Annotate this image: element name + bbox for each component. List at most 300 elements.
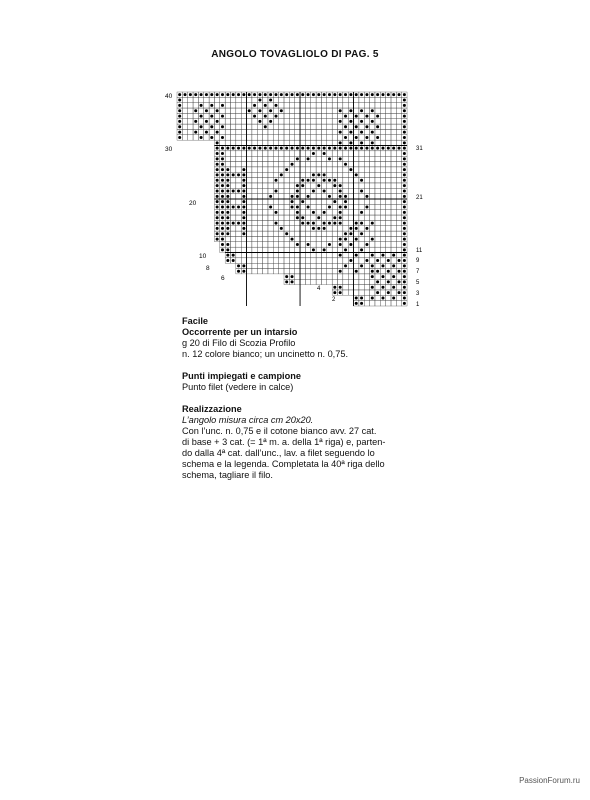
grid-cell — [257, 236, 262, 241]
grid-cell — [343, 156, 348, 161]
grid-cell — [231, 231, 236, 236]
grid-cell — [396, 172, 401, 177]
grid-cell — [354, 279, 359, 284]
grid-cell — [279, 129, 284, 134]
grid-cell — [354, 290, 359, 295]
filled-block-dot — [285, 232, 288, 235]
filled-block-dot — [344, 125, 347, 128]
grid-cell — [375, 178, 380, 183]
grid-cell — [359, 151, 364, 156]
grid-cell — [295, 269, 300, 274]
filled-block-dot — [232, 189, 235, 192]
grid-cell — [279, 151, 284, 156]
grid-cell — [386, 183, 391, 188]
grid-cell — [359, 269, 364, 274]
filled-block-dot — [291, 200, 294, 203]
grid-cell — [231, 194, 236, 199]
row-label-10: 10 — [199, 253, 207, 260]
grid-cell — [305, 226, 310, 231]
filled-block-dot — [381, 93, 384, 96]
filled-block-dot — [403, 243, 406, 246]
grid-cell — [247, 263, 252, 268]
grid-cell — [348, 97, 353, 102]
grid-cell — [263, 204, 268, 209]
grid-cell — [231, 215, 236, 220]
grid-cell — [343, 274, 348, 279]
grid-cell — [391, 156, 396, 161]
grid-cell — [375, 156, 380, 161]
grid-cell — [305, 253, 310, 258]
filled-block-dot — [339, 184, 342, 187]
grid-cell — [257, 113, 262, 118]
filled-block-dot — [280, 147, 283, 150]
grid-cell — [263, 119, 268, 124]
filled-block-dot — [381, 264, 384, 267]
grid-cell — [209, 97, 214, 102]
grid-cell — [311, 194, 316, 199]
grid-cell — [214, 124, 219, 129]
filled-block-dot — [242, 173, 245, 176]
grid-cell — [321, 194, 326, 199]
grid-cell — [316, 263, 321, 268]
grid-cell — [247, 135, 252, 140]
grid-cell — [305, 108, 310, 113]
grid-cell — [257, 263, 262, 268]
grid-cell — [252, 178, 257, 183]
filled-block-dot — [210, 136, 213, 139]
grid-cell — [311, 215, 316, 220]
grid-cell — [386, 172, 391, 177]
grid-cell — [279, 199, 284, 204]
grid-cell — [316, 188, 321, 193]
filled-block-dot — [317, 93, 320, 96]
filled-block-dot — [178, 131, 181, 134]
grid-cell — [354, 274, 359, 279]
grid-cell — [332, 226, 337, 231]
grid-cell — [380, 231, 385, 236]
grid-cell — [364, 253, 369, 258]
filled-block-dot — [216, 179, 219, 182]
grid-cell — [321, 167, 326, 172]
grid-cell — [311, 253, 316, 258]
grid-cell — [316, 162, 321, 167]
grid-cell — [182, 129, 187, 134]
grid-cell — [396, 199, 401, 204]
filled-block-dot — [349, 168, 352, 171]
filled-block-dot — [398, 270, 401, 273]
filled-block-dot — [269, 120, 272, 123]
grid-cell — [241, 129, 246, 134]
grid-cell — [289, 97, 294, 102]
grid-cell — [311, 140, 316, 145]
grid-cell — [364, 231, 369, 236]
grid-cell — [252, 140, 257, 145]
grid-cell — [300, 274, 305, 279]
grid-cell — [305, 269, 310, 274]
grid-cell — [247, 204, 252, 209]
grid-cell — [364, 151, 369, 156]
filled-block-dot — [312, 189, 315, 192]
grid-cell — [182, 108, 187, 113]
grid-cell — [316, 140, 321, 145]
grid-cell — [214, 113, 219, 118]
grid-cell — [375, 247, 380, 252]
grid-cell — [295, 231, 300, 236]
grid-cell — [273, 108, 278, 113]
grid-cell — [273, 162, 278, 167]
grid-cell — [268, 236, 273, 241]
grid-cell — [380, 124, 385, 129]
grid-cell — [279, 183, 284, 188]
grid-cell — [193, 135, 198, 140]
grid-cell — [375, 103, 380, 108]
grid-cell — [252, 210, 257, 215]
grid-cell — [289, 178, 294, 183]
grid-cell — [327, 215, 332, 220]
filled-block-dot — [403, 147, 406, 150]
grid-cell — [380, 242, 385, 247]
grid-cell — [214, 97, 219, 102]
grid-cell — [348, 199, 353, 204]
materials-line: n. 12 colore bianco; un uncinetto n. 0,75. — [182, 349, 349, 359]
filled-block-dot — [269, 147, 272, 150]
filled-block-dot — [392, 286, 395, 289]
work-line: schema, tagliare il filo. — [182, 470, 273, 480]
grid-cell — [391, 108, 396, 113]
filled-block-dot — [328, 179, 331, 182]
grid-cell — [396, 301, 401, 306]
grid-cell — [380, 172, 385, 177]
grid-cell — [257, 204, 262, 209]
grid-cell — [380, 140, 385, 145]
filled-block-dot — [269, 93, 272, 96]
grid-cell — [268, 226, 273, 231]
grid-cell — [252, 167, 257, 172]
grid-cell — [279, 124, 284, 129]
grid-cell — [327, 140, 332, 145]
grid-cell — [354, 247, 359, 252]
grid-cell — [311, 113, 316, 118]
grid-cell — [332, 231, 337, 236]
filled-block-dot — [221, 104, 224, 107]
grid-cell — [231, 135, 236, 140]
filled-block-dot — [312, 173, 315, 176]
filled-block-dot — [301, 184, 304, 187]
grid-cell — [354, 178, 359, 183]
filled-block-dot — [216, 216, 219, 219]
grid-cell — [225, 97, 230, 102]
filled-block-dot — [232, 206, 235, 209]
grid-cell — [343, 269, 348, 274]
filled-block-dot — [221, 195, 224, 198]
grid-cell — [311, 119, 316, 124]
grid-cell — [257, 188, 262, 193]
filled-block-dot — [328, 93, 331, 96]
filled-block-dot — [344, 93, 347, 96]
grid-cell — [321, 135, 326, 140]
grid-cell — [370, 242, 375, 247]
grid-cell — [332, 162, 337, 167]
filled-block-dot — [178, 120, 181, 123]
grid-cell — [343, 226, 348, 231]
grid-cell — [370, 290, 375, 295]
grid-cell — [359, 285, 364, 290]
grid-cell — [263, 178, 268, 183]
filled-block-dot — [333, 286, 336, 289]
filled-block-dot — [221, 211, 224, 214]
grid-cell — [375, 220, 380, 225]
filled-block-dot — [221, 173, 224, 176]
grid-cell — [354, 231, 359, 236]
filled-block-dot — [226, 206, 229, 209]
grid-cell — [284, 151, 289, 156]
grid-cell — [321, 119, 326, 124]
filled-block-dot — [312, 152, 315, 155]
grid-cell — [348, 204, 353, 209]
filled-block-dot — [258, 93, 261, 96]
filled-block-dot — [392, 275, 395, 278]
filled-block-dot — [360, 189, 363, 192]
filled-block-dot — [242, 195, 245, 198]
filled-block-dot — [371, 93, 374, 96]
grid-cell — [364, 290, 369, 295]
grid-cell — [359, 279, 364, 284]
grid-cell — [305, 124, 310, 129]
filled-block-dot — [339, 238, 342, 241]
grid-cell — [252, 204, 257, 209]
grid-cell — [359, 97, 364, 102]
grid-cell — [257, 103, 262, 108]
grid-cell — [338, 124, 343, 129]
filled-block-dot — [323, 147, 326, 150]
filled-block-dot — [387, 93, 390, 96]
grid-cell — [236, 215, 241, 220]
filled-block-dot — [264, 115, 267, 118]
grid-cell — [284, 258, 289, 263]
grid-cell — [284, 129, 289, 134]
filled-block-dot — [376, 93, 379, 96]
grid-cell — [380, 97, 385, 102]
grid-cell — [247, 178, 252, 183]
filled-block-dot — [371, 254, 374, 257]
filled-block-dot — [301, 147, 304, 150]
filled-block-dot — [365, 227, 368, 230]
grid-cell — [241, 156, 246, 161]
grid-cell — [332, 108, 337, 113]
grid-cell — [236, 97, 241, 102]
grid-cell — [332, 119, 337, 124]
grid-cell — [300, 210, 305, 215]
grid-cell — [268, 178, 273, 183]
grid-cell — [252, 269, 257, 274]
grid-cell — [305, 151, 310, 156]
filled-block-dot — [274, 104, 277, 107]
filled-block-dot — [216, 152, 219, 155]
grid-cell — [386, 247, 391, 252]
grid-cell — [316, 236, 321, 241]
grid-cell — [284, 226, 289, 231]
grid-cell — [273, 204, 278, 209]
grid-cell — [236, 103, 241, 108]
filled-block-dot — [216, 232, 219, 235]
filled-block-dot — [392, 296, 395, 299]
filled-block-dot — [317, 227, 320, 230]
filled-block-dot — [264, 125, 267, 128]
grid-cell — [284, 156, 289, 161]
filled-block-dot — [221, 227, 224, 230]
grid-cell — [321, 156, 326, 161]
grid-cell — [316, 167, 321, 172]
filled-block-dot — [371, 141, 374, 144]
grid-cell — [364, 269, 369, 274]
grid-cell — [279, 236, 284, 241]
filled-block-dot — [248, 147, 251, 150]
filled-block-dot — [339, 211, 342, 214]
filled-block-dot — [376, 270, 379, 273]
filled-block-dot — [237, 270, 240, 273]
grid-cell — [359, 124, 364, 129]
grid-cell — [364, 129, 369, 134]
filled-block-dot — [333, 216, 336, 219]
filled-block-dot — [307, 222, 310, 225]
grid-cell — [370, 178, 375, 183]
filled-block-dot — [226, 195, 229, 198]
filet-chart — [0, 0, 590, 330]
grid-cell — [231, 167, 236, 172]
grid-cell — [396, 220, 401, 225]
grid-cell — [375, 226, 380, 231]
filled-block-dot — [291, 206, 294, 209]
grid-cell — [311, 204, 316, 209]
filled-block-dot — [226, 232, 229, 235]
grid-cell — [311, 129, 316, 134]
grid-cell — [257, 129, 262, 134]
filled-block-dot — [291, 280, 294, 283]
grid-cell — [391, 258, 396, 263]
filled-block-dot — [371, 238, 374, 241]
grid-cell — [370, 258, 375, 263]
grid-cell — [311, 124, 316, 129]
filled-block-dot — [398, 147, 401, 150]
filled-block-dot — [387, 259, 390, 262]
grid-cell — [364, 247, 369, 252]
grid-cell — [364, 220, 369, 225]
grid-cell — [386, 129, 391, 134]
grid-cell — [257, 258, 262, 263]
filled-block-dot — [269, 195, 272, 198]
filled-block-dot — [376, 259, 379, 262]
grid-cell — [257, 156, 262, 161]
row-label-31: 31 — [416, 146, 423, 152]
filled-block-dot — [355, 254, 358, 257]
grid-cell — [386, 236, 391, 241]
filled-block-dot — [253, 93, 256, 96]
grid-cell — [231, 162, 236, 167]
grid-cell — [327, 129, 332, 134]
grid-cell — [300, 258, 305, 263]
grid-cell — [380, 210, 385, 215]
grid-cell — [220, 140, 225, 145]
grid-cell — [354, 103, 359, 108]
filled-block-dot — [242, 222, 245, 225]
grid-cell — [268, 220, 273, 225]
grid-cell — [359, 204, 364, 209]
grid-cell — [225, 119, 230, 124]
grid-cell — [354, 167, 359, 172]
filled-block-dot — [403, 296, 406, 299]
grid-cell — [268, 124, 273, 129]
grid-cell — [289, 167, 294, 172]
grid-cell — [348, 253, 353, 258]
filled-block-dot — [226, 173, 229, 176]
grid-cell — [284, 253, 289, 258]
grid-cell — [295, 226, 300, 231]
grid-cell — [375, 242, 380, 247]
grid-cell — [279, 247, 284, 252]
grid-cell — [375, 119, 380, 124]
page-title: ANGOLO TOVAGLIOLO DI PAG. 5 — [211, 49, 379, 60]
grid-cell — [311, 263, 316, 268]
grid-cell — [305, 97, 310, 102]
grid-cell — [380, 151, 385, 156]
filled-block-dot — [210, 115, 213, 118]
grid-cell — [396, 247, 401, 252]
row-label-21: 21 — [416, 195, 423, 201]
grid-cell — [300, 242, 305, 247]
grid-cell — [247, 124, 252, 129]
filled-block-dot — [355, 136, 358, 139]
grid-cell — [386, 108, 391, 113]
grid-cell — [305, 140, 310, 145]
grid-cell — [284, 172, 289, 177]
grid-cell — [247, 253, 252, 258]
grid-cell — [279, 263, 284, 268]
grid-cell — [284, 162, 289, 167]
grid-cell — [252, 172, 257, 177]
filled-block-dot — [221, 93, 224, 96]
grid-cell — [236, 199, 241, 204]
grid-cell — [236, 140, 241, 145]
grid-cell — [263, 199, 268, 204]
grid-cell — [252, 124, 257, 129]
filled-block-dot — [274, 222, 277, 225]
grid-cell — [343, 290, 348, 295]
grid-cell — [188, 119, 193, 124]
grid-cell — [300, 156, 305, 161]
grid-cell — [396, 236, 401, 241]
grid-cell — [316, 231, 321, 236]
grid-cell — [386, 140, 391, 145]
grid-cell — [252, 151, 257, 156]
grid-cell — [198, 119, 203, 124]
grid-cell — [289, 183, 294, 188]
grid-cell — [370, 124, 375, 129]
grid-cell — [338, 151, 343, 156]
grid-cell — [273, 231, 278, 236]
grid-cell — [359, 162, 364, 167]
grid-cell — [263, 210, 268, 215]
grid-cell — [236, 151, 241, 156]
grid-cell — [327, 103, 332, 108]
filled-block-dot — [291, 238, 294, 241]
grid-cell — [247, 215, 252, 220]
grid-cell — [391, 301, 396, 306]
filled-block-dot — [232, 254, 235, 257]
grid-cell — [311, 103, 316, 108]
grid-cell — [391, 151, 396, 156]
grid-cell — [295, 108, 300, 113]
grid-cell — [241, 162, 246, 167]
